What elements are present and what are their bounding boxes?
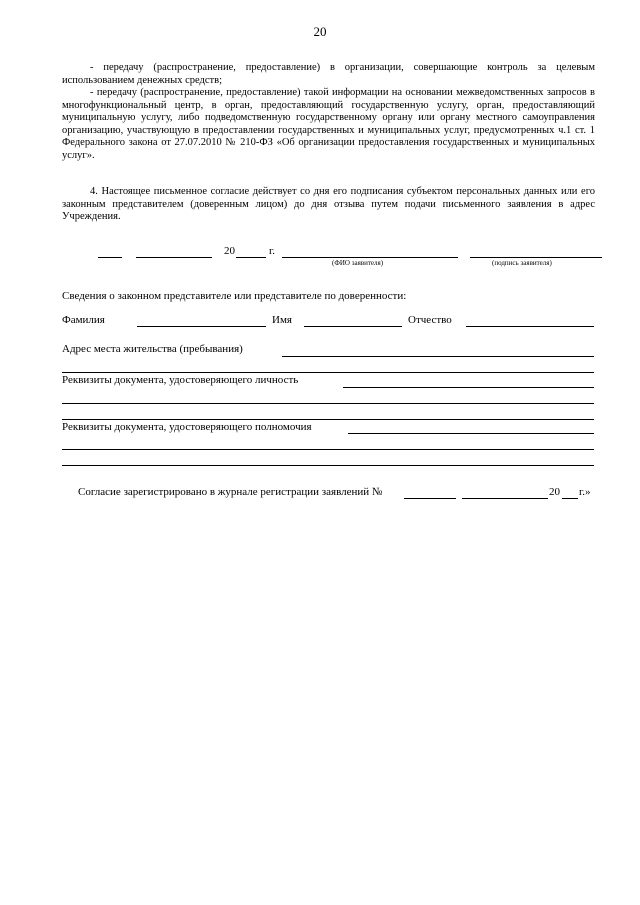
applicant-signature-field[interactable] — [470, 257, 602, 258]
representative-heading: Сведения о законном представителе или представителе по доверенности: — [62, 290, 407, 302]
address-field-continuation[interactable] — [62, 372, 594, 373]
address-label: Адрес места жительства (пребывания) — [62, 343, 243, 355]
authority-document-field[interactable] — [348, 433, 594, 434]
paragraph-transfer-interagency: - передачу (распространение, предоставление) такой информации на основании межведомственных запросов в многофункциональный центр, в орган, предоставляющий государственную услугу, орган, предоставляющий муниципальную услугу, либо подведомственную государственному органу или органу местного самоуправления организацию, участвующую в предоставлении государственных и муниципальных услуг, предусмотренных ч.1 ст. 1 Федерального закона от 27.07.2010 № 210-ФЗ «Об организации предоставления государственных и муниципальных услуг». — [62, 87, 595, 161]
caption-signature: (подпись заявителя) — [492, 259, 552, 267]
paragraph-validity: 4. Настоящее письменное согласие действует со дня его подписания субъектом персональных данных или его законным представителем (доверенным лицом) до дня отзыва путем подачи письменного заявления в адрес Учреждения. — [62, 186, 595, 223]
id-document-field-continuation-2[interactable] — [62, 419, 594, 420]
id-document-field-continuation[interactable] — [62, 403, 594, 404]
month-field[interactable] — [136, 257, 212, 258]
year-field[interactable] — [236, 257, 266, 258]
authority-document-field-continuation-2[interactable] — [62, 465, 594, 466]
id-document-label: Реквизиты документа, удостоверяющего личность — [62, 374, 299, 386]
id-document-field[interactable] — [343, 387, 594, 388]
applicant-fio-field[interactable] — [282, 257, 458, 258]
authority-document-field-continuation[interactable] — [62, 449, 594, 450]
authority-document-label: Реквизиты документа, удостоверяющего полномочия — [62, 421, 312, 433]
day-field[interactable] — [98, 257, 122, 258]
patronymic-field[interactable] — [466, 326, 594, 327]
patronymic-label: Отчество — [408, 314, 452, 326]
address-field[interactable] — [282, 356, 594, 357]
surname-field[interactable] — [137, 326, 266, 327]
registration-number-field[interactable] — [404, 498, 456, 499]
caption-fio: (ФИО заявителя) — [332, 259, 384, 267]
registration-year-field[interactable] — [562, 498, 578, 499]
registration-date-field[interactable] — [462, 498, 548, 499]
surname-label: Фамилия — [62, 314, 105, 326]
registration-year-prefix: 20 — [549, 486, 560, 498]
registration-text: Согласие зарегистрировано в журнале регистрации заявлений № — [78, 486, 383, 498]
paragraph-transfer-control: - передачу (распространение, предоставление) в организации, совершающие контроль за целевым использованием денежных средств; — [62, 62, 595, 86]
page-number: 20 — [313, 24, 327, 39]
name-label: Имя — [272, 314, 292, 326]
registration-year-suffix: г.» — [579, 486, 591, 498]
name-field[interactable] — [304, 326, 402, 327]
year-suffix: г. — [269, 245, 276, 257]
year-prefix: 20 — [224, 245, 235, 257]
